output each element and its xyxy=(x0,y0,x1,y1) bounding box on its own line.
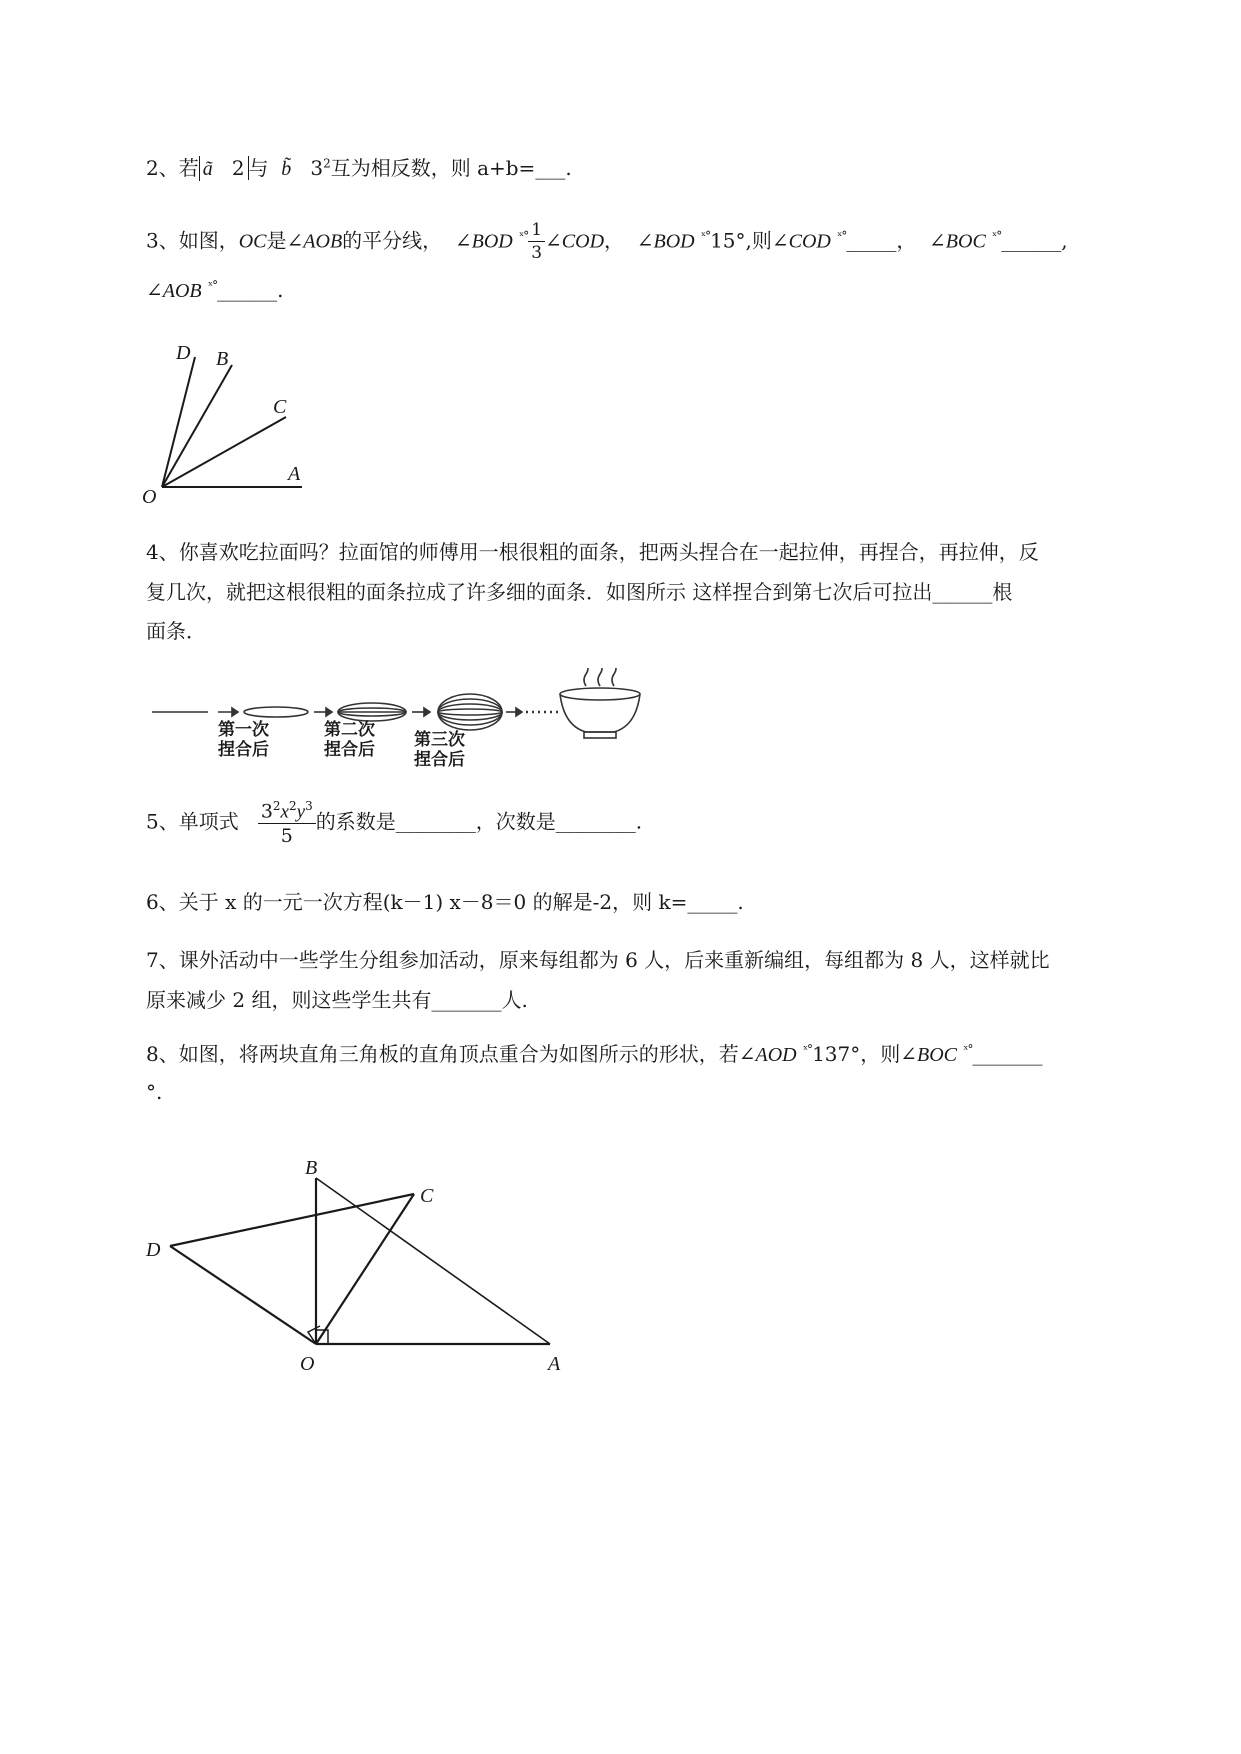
question-6: 6、关于 x 的一元一次方程(k－1) x－8＝0 的解是-2，则 k=_____. xyxy=(146,890,744,914)
question-3-cont: ∠AOB $^{ˣ^\circ}$______. xyxy=(146,278,284,302)
label-c: C xyxy=(273,396,287,418)
label-c: C xyxy=(420,1185,434,1207)
question-8: 8、如图，将两块直角三角板的直角顶点重合为如图所示的形状，若∠AOD $^{ˣ^\circ}$137°，则∠BOC $^{ˣ^\circ}$_______ xyxy=(146,1042,1043,1066)
noodle-loop-1 xyxy=(244,707,308,717)
question-2: 2、若 ã 2 与 b̃ $3^2$互为相反数，则 a+b=___. xyxy=(146,156,572,180)
caption-2b: 捏合后 xyxy=(324,740,375,760)
label-b: B xyxy=(216,348,229,370)
caption-1b: 捏合后 xyxy=(218,740,269,760)
question-7-line-1: 7、课外活动中一些学生分组参加活动，原来每组都为 6 人，后来重新编组，每组都为 8 人，这样就比 xyxy=(146,948,1050,972)
caption-2a: 第二次 xyxy=(324,720,375,740)
ray-oc xyxy=(162,417,286,487)
ray-od xyxy=(162,357,195,487)
segment-dc xyxy=(170,1194,414,1246)
question-3: 3、如图，OC是∠AOB的平分线， ∠BOD $^{ˣ^\circ}$ $\frac{1}{3}$ ∠COD， ∠BOD $^{ˣ^\circ}$15°,则∠COD $^{ˣ^\circ}$_____， ∠BOC $^{ˣ^\circ}$______, xyxy=(146,220,1068,263)
arrow-icon xyxy=(516,708,522,716)
label-a: A xyxy=(288,463,301,485)
segment-od xyxy=(170,1246,316,1344)
question-4-line-1: 4、你喜欢吃拉面吗？拉面馆的师傅用一根很粗的面条，把两头捏合在一起拉伸，再捏合，再拉伸，反 xyxy=(146,540,1039,564)
ray-ob xyxy=(162,365,232,487)
triangle-figure-q8 xyxy=(140,1150,600,1390)
question-4-line-3: 面条． xyxy=(146,619,206,643)
label-a: A xyxy=(548,1353,561,1375)
arrow-icon xyxy=(232,708,238,716)
question-8-cont: °. xyxy=(146,1080,163,1104)
label-d: D xyxy=(176,342,191,364)
segment-co xyxy=(316,1194,414,1344)
question-7-line-2: 原来减少 2 组，则这些学生共有_______人. xyxy=(146,988,528,1012)
bowl-icon xyxy=(560,668,640,738)
monomial-fraction: $\frac{3^2x^2y^3}{5}$ xyxy=(258,800,316,846)
caption-3a: 第三次 xyxy=(414,730,465,750)
noodle-process-figure xyxy=(140,668,700,778)
abs-open: ã 2 xyxy=(199,156,245,181)
angle-figure-q3 xyxy=(140,335,340,515)
fraction-one-third: $\frac{1}{3}$ xyxy=(528,222,545,262)
caption-3b: 捏合后 xyxy=(414,750,465,770)
arrow-icon xyxy=(326,708,332,716)
label-b: B xyxy=(305,1157,318,1179)
arrow-icon xyxy=(424,708,430,716)
caption-1a: 第一次 xyxy=(218,720,269,740)
question-4-line-2: 复几次，就把这根很粗的面条拉成了许多细的面条．如图所示 这样捏合到第七次后可拉出______根 xyxy=(146,580,1013,604)
label-d: D xyxy=(146,1239,161,1261)
question-5: 5、单项式 $\frac{3^2x^2y^3}{5}$ 的系数是________，次数是________. xyxy=(146,799,643,848)
label-o: O xyxy=(142,486,157,508)
label-o: O xyxy=(300,1353,315,1375)
